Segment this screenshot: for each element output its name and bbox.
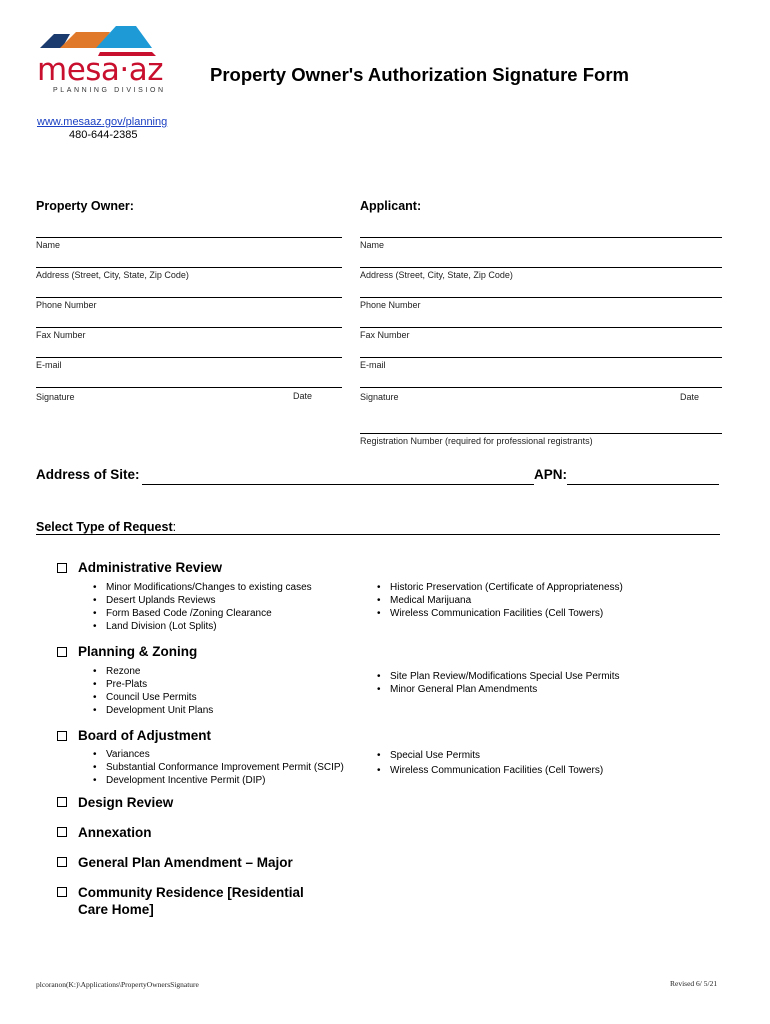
applicant-heading: Applicant:: [360, 199, 422, 213]
list-item: • Council Use Permits: [93, 691, 213, 704]
mesa-az-logo-mark: [40, 22, 156, 56]
applicant-email-label: E-mail: [360, 360, 386, 370]
board-of-adjustment-right-list: [377, 748, 603, 778]
owner-fax-line[interactable]: [36, 327, 342, 328]
logo-subtitle: PLANNING DIVISION: [53, 87, 166, 94]
administrative-review-checkbox[interactable]: [57, 563, 67, 573]
list-item: • Rezone: [93, 665, 213, 678]
registration-number-label: Registration Number (required for professional registrants): [360, 436, 593, 446]
list-item: • Substantial Conformance Improvement Permit (SCIP): [93, 761, 344, 774]
list-item: • Historic Preservation (Certificate of Appropriateness): [377, 581, 623, 594]
planning-zoning-right-list: [377, 670, 620, 696]
planning-zoning-title: Planning & Zoning: [78, 644, 198, 659]
design-review-checkbox[interactable]: [57, 797, 67, 807]
applicant-phone-line[interactable]: [360, 297, 722, 298]
applicant-name-label: Name: [360, 240, 385, 250]
list-item: • Site Plan Review/Modifications Special Use Permits: [377, 670, 620, 683]
applicant-phone-label: Phone Number: [360, 300, 421, 310]
request-type-colon: :: [172, 520, 177, 534]
list-item: • Variances: [93, 748, 344, 761]
owner-phone-label: Phone Number: [36, 300, 97, 310]
owner-name-line[interactable]: [36, 237, 342, 238]
community-residence-title-line1: Community Residence [Residential: [78, 885, 304, 900]
applicant-fax-line[interactable]: [360, 327, 722, 328]
planning-zoning-left-list: [93, 665, 213, 717]
board-of-adjustment-left-list: [93, 748, 344, 787]
apn-line[interactable]: [567, 484, 719, 485]
list-item: • Wireless Communication Facilities (Cell Towers): [377, 607, 623, 620]
owner-phone-line[interactable]: [36, 297, 342, 298]
owner-signature-label: Signature: [36, 392, 75, 402]
website-link[interactable]: www.mesaaz.gov/planning: [37, 116, 168, 128]
administrative-review-title: Administrative Review: [78, 560, 223, 575]
site-address-line[interactable]: [142, 484, 534, 485]
board-of-adjustment-checkbox[interactable]: [57, 731, 67, 741]
owner-name-label: Name: [36, 240, 61, 250]
administrative-review-left-list: [93, 581, 312, 633]
community-residence-title-line2: Care Home]: [78, 902, 154, 917]
general-plan-amendment-title: General Plan Amendment – Major: [78, 855, 293, 870]
owner-address-label: Address (Street, City, State, Zip Code): [36, 270, 189, 280]
community-residence-checkbox[interactable]: [57, 887, 67, 897]
annexation-title: Annexation: [78, 825, 152, 840]
owner-fax-label: Fax Number: [36, 330, 86, 340]
applicant-fax-label: Fax Number: [360, 330, 410, 340]
list-item: • Medical Marijuana: [377, 594, 623, 607]
applicant-address-label: Address (Street, City, State, Zip Code): [360, 270, 513, 280]
board-of-adjustment-title: Board of Adjustment: [78, 728, 211, 743]
owner-signature-line[interactable]: [36, 387, 342, 388]
registration-number-line[interactable]: [360, 433, 722, 434]
applicant-address-line[interactable]: [360, 267, 722, 268]
applicant-date-label: Date: [680, 392, 700, 402]
phone-number: 480-644-2385: [69, 129, 138, 141]
applicant-signature-line[interactable]: [360, 387, 722, 388]
list-item: • Pre-Plats: [93, 678, 213, 691]
list-item: • Land Division (Lot Splits): [93, 620, 312, 633]
page-title: Property Owner's Authorization Signature Form: [210, 64, 629, 85]
list-item: • Minor Modifications/Changes to existing cases: [93, 581, 312, 594]
general-plan-amendment-checkbox[interactable]: [57, 857, 67, 867]
property-owner-heading: Property Owner:: [36, 199, 134, 213]
owner-email-label: E-mail: [36, 360, 62, 370]
planning-zoning-checkbox[interactable]: [57, 647, 67, 657]
owner-address-line[interactable]: [36, 267, 342, 268]
list-item: • Special Use Permits: [377, 748, 603, 763]
list-item: • Minor General Plan Amendments: [377, 683, 620, 696]
applicant-signature-label: Signature: [360, 392, 399, 402]
request-type-heading: [36, 520, 176, 534]
applicant-email-line[interactable]: [360, 357, 722, 358]
logo-wordmark: mesa·az: [37, 52, 164, 88]
apn-label: APN:: [534, 467, 567, 482]
list-item: • Form Based Code /Zoning Clearance: [93, 607, 312, 620]
list-item: • Development Incentive Permit (DIP): [93, 774, 344, 787]
site-address-label: Address of Site:: [36, 467, 140, 482]
applicant-name-line[interactable]: [360, 237, 722, 238]
annexation-checkbox[interactable]: [57, 827, 67, 837]
footer-revised-date: Revised 6/ 5/21: [670, 979, 718, 988]
footer-file-path: plcoranon(K:)\Applications\PropertyOwnersSignature: [36, 980, 199, 989]
request-type-line: [36, 534, 720, 535]
request-type-label: Select Type of Request: [36, 520, 173, 534]
list-item: • Desert Uplands Reviews: [93, 594, 312, 607]
owner-email-line[interactable]: [36, 357, 342, 358]
design-review-title: Design Review: [78, 795, 174, 810]
list-item: • Development Unit Plans: [93, 704, 213, 717]
owner-date-label: Date: [293, 391, 313, 401]
administrative-review-right-list: [377, 581, 623, 620]
list-item: • Wireless Communication Facilities (Cell Towers): [377, 763, 603, 778]
